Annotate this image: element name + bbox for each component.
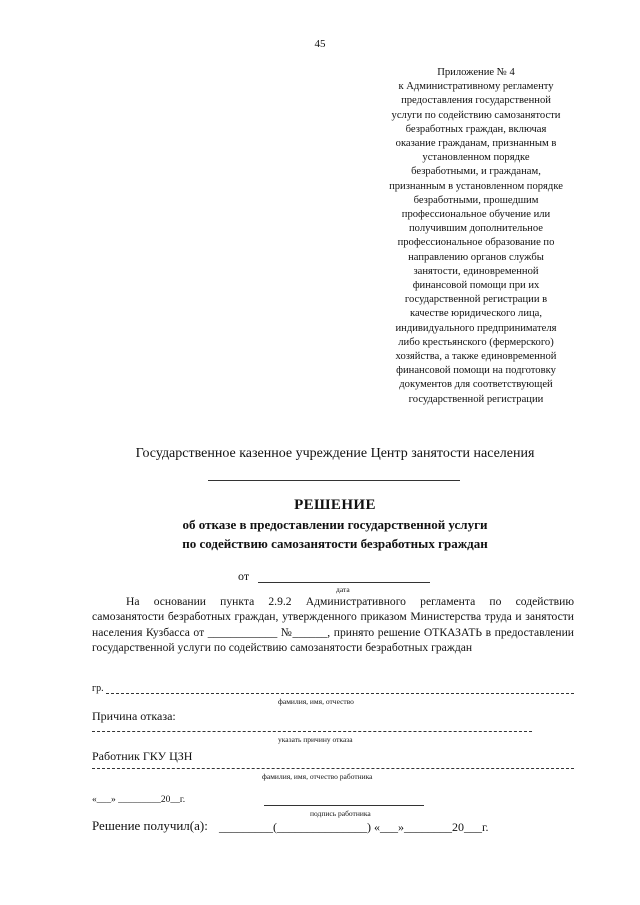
appendix-header [362,66,590,407]
appendix-line: к Административному регламенту [398,81,554,93]
refusal-reason-label: Причина отказа: [92,709,176,723]
organization-underline [208,480,460,481]
appendix-line: направлению органов службы [408,251,544,263]
appendix-line: получившим дополнительное [409,223,543,235]
appendix-line: Приложение № 4 [437,67,515,78]
appendix-line: профессиональное обучение или [401,209,551,221]
document-subtitle-line2: по содействию самозанятости безработных граждан [182,536,488,551]
worker-caption: фамилия, имя, отчество работника [262,772,373,781]
refusal-reason-field[interactable] [92,731,532,732]
received-fields[interactable]: _________(_______________) «___»________20___г. [219,820,489,834]
worker-name-field[interactable] [92,768,574,769]
appendix-line: качестве юридического лица, [409,308,543,320]
appendix-line: признанным в установленном порядке [389,180,563,192]
appendix-line: безработных граждан, включая [405,123,547,135]
refusal-reason-caption: указать причину отказа [278,735,353,744]
body-first-line: На основании пункта 2.9.2 Административного регламента по содействию [126,595,574,608]
appendix-line: финансовой помощи на подготовку [396,365,556,377]
appendix-line: профессиональное образование по [397,237,555,249]
signature-caption: подпись работника [310,809,371,818]
body-paragraph [92,594,574,656]
received-label: Решение получил(а): [92,818,208,833]
appendix-line: услуги по содействию самозанятости [391,109,561,121]
page-number: 45 [314,38,326,50]
organization-name: Государственное казенное учреждение Центр занятости населения [135,446,535,461]
appendix-line: государственной регистрации в [404,294,548,306]
citizen-prefix: гр. [92,683,104,694]
appendix-line: хозяйства, а также единовременной [395,351,557,363]
appendix-line: оказание гражданам, признанным в [395,138,557,150]
worker-signature-field[interactable] [264,805,424,806]
appendix-line: занятости, единовременной [413,265,539,277]
appendix-line: документов для соответствующей [399,379,553,391]
document-subtitle-line1: об отказе в предоставлении государственной услуги [182,517,488,532]
appendix-line: установленном порядке [422,152,530,164]
appendix-line: предоставления государственной [401,95,551,107]
worker-date: «___» _________20__г. [92,795,186,805]
appendix-line: финансовой помощи при их [412,280,540,292]
citizen-caption: фамилия, имя, отчество [278,697,354,706]
date-caption: дата [336,585,350,594]
appendix-line: безработными, прошедшим [413,194,539,206]
worker-label: Работник ГКУ ЦЗН [92,749,193,763]
document-title: РЕШЕНИЕ [294,497,376,513]
citizen-name-field[interactable] [106,693,574,694]
appendix-line: государственной регистрации [408,393,544,405]
appendix-line: безработными, и гражданам, [411,166,541,178]
date-prefix: от [238,569,250,583]
body-rest: самозанятости безработных граждан, утвержденного приказом Министерства труда и занятости населения Кузбасса от ____________ №______, принято решение ОТКАЗАТЬ в предоставлении государственной услуги по содействию самозанятости безработных граждан [92,610,574,655]
appendix-line: либо крестьянского (фермерского) [398,336,554,348]
date-field[interactable] [258,582,430,583]
appendix-line: индивидуального предпринимателя [395,322,557,334]
